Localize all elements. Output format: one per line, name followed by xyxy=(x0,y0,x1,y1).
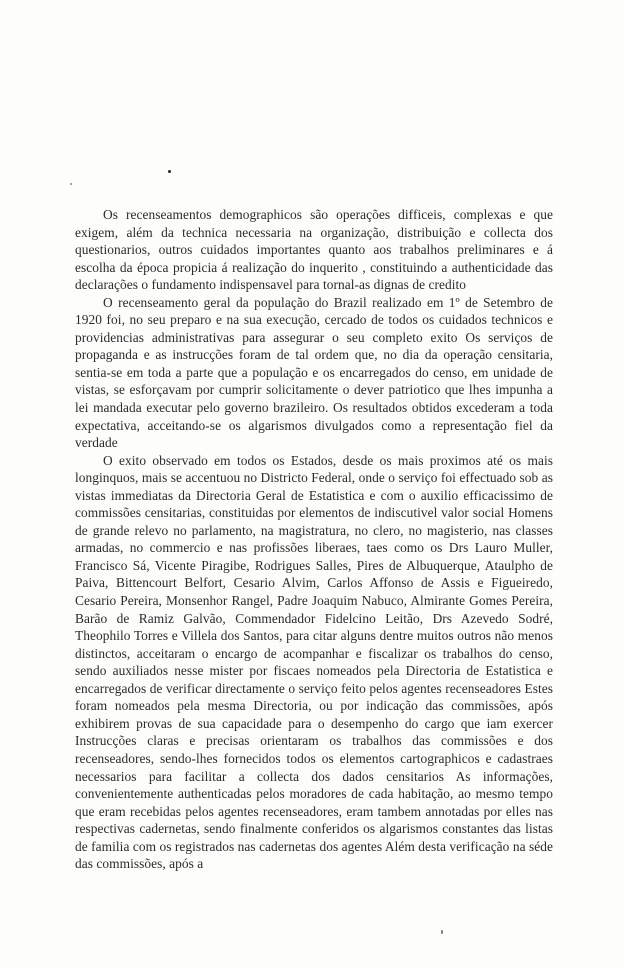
ink-speck xyxy=(70,183,72,185)
ink-speck xyxy=(168,170,171,173)
paragraph-1: Os recenseamentos demographicos são operações difficeis, complexas e que exigem, além da technica necessaria na organização, distribuição e collecta dos questionarios, outros cuidados importantes quanto aos trabalhos preliminares e á escolha da época propicia á realização do inquerito , constituindo a authenticidade das declarações o fundamento indispensavel para tornal-as dignas de credito xyxy=(75,207,553,293)
ink-speck xyxy=(441,930,443,934)
paragraph-3: O exito observado em todos os Estados, desde os mais proximos até os mais longinquos, mais se accentuou no Districto Federal, onde o serviço foi effectuado sob as vistas immediatas da Directoria Geral de Estatistica e com o auxilio efficacissimo de commissões censitarias, constituidas por elementos de indiscutivel valor social Homens de grande relevo no parlamento, na magistratura, no clero, no magisterio, nas classes armadas, no commercio e nas profissões liberaes, taes como os Drs Lauro Muller, Francisco Sá, Vicente Piragibe, Rodrigues Salles, Pires de Albuquerque, Ataulpho de Paiva, Bittencourt Belfort, Cesario Alvim, Carlos Affonso de Assis e Figueiredo, Cesario Pereira, Monsenhor Rangel, Padre Joaquim Nabuco, Almirante Gomes Pereira, Barão de Ramiz Galvão, Commendador Fidelcino Leitão, Drs Azevedo Sodré, Theophilo Torres e Villela dos Santos, para citar alguns dentre muitos outros não menos distinctos, acceitaram o encargo de acompanhar e fiscalizar os trabalhos do censo, sendo auxiliados nesse mister por fiscaes nomeados pela Directoria de Estatistica e encarregados de verificar directamente o serviço feito pelos agentes recenseadores Estes foram nomeados pela mesma Directoria, ou por indicação das commissões, após exhibirem provas de sua capacidade para o desempenho do cargo que iam exercer Instrucções claras e precisas orientaram os trabalhos das commissões e dos recenseadores, sendo-lhes fornecidos todos os elementos cartographicos e cadastraes necessarios para facilitar a collecta dos dados censitarios As informações, convenientemente authenticadas pelos moradores de cada habitação, ao mesmo tempo que eram recebidas pelos agentes recenseadores, eram tambem annotadas por elles nas respectivas cadernetas, sendo finalmente conferidos os algarismos constantes das listas de familia com os registrados nas cadernetas dos agentes Além desta verificação na séde das commissões, após a xyxy=(75,452,553,872)
paragraph-2: O recenseamento geral da população do Brazil realizado em 1º de Setembro de 1920 foi, no seu preparo e na sua execução, cercado de todos os cuidados technicos e providencias administrativas para assegurar o seu completo exito Os serviços de propaganda e as instrucções foram de tal ordem que, no dia da operação censitaria, sentia-se em toda a parte que a população e os encarregados do censo, em unidade de vistas, se esforçavam por cumprir solicitamente o dever patriotico que lhes impunha a lei mandada executar pelo governo brazileiro. Os resultados obtidos excederam a toda expectativa, acceitando-se os algarismos divulgados como a representação fiel da verdade xyxy=(75,294,553,451)
body-text xyxy=(75,206,553,873)
